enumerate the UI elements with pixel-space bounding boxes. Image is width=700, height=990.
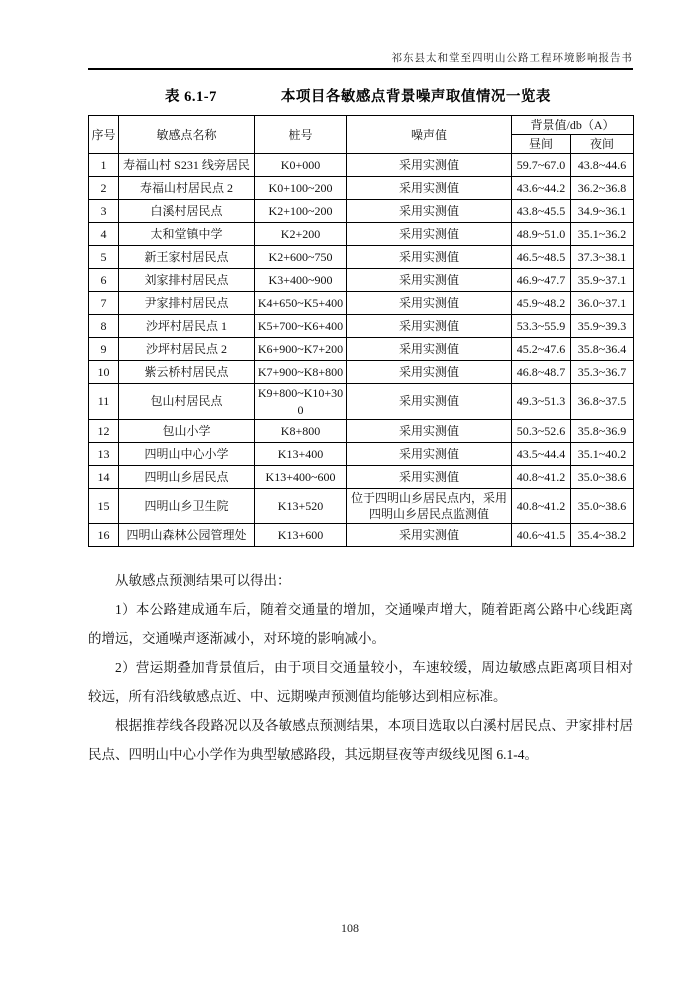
cell-pile: K0+000 (255, 154, 347, 177)
cell-name: 四明山乡卫生院 (119, 488, 255, 523)
cell-name: 新王家村居民点 (119, 246, 255, 269)
cell-pile: K9+800~K10+300 (255, 384, 347, 419)
table-row (89, 384, 634, 419)
cell-night: 35.8~36.4 (571, 338, 634, 361)
cell-name: 沙坪村居民点 2 (119, 338, 255, 361)
cell-seq: 8 (89, 315, 119, 338)
cell-night: 34.9~36.1 (571, 200, 634, 223)
table-row (89, 177, 634, 200)
cell-seq: 16 (89, 524, 119, 547)
cell-pile: K13+600 (255, 524, 347, 547)
cell-day: 43.8~45.5 (512, 200, 571, 223)
header-day: 昼间 (512, 135, 571, 154)
cell-name: 四明山中心小学 (119, 442, 255, 465)
cell-pile: K2+200 (255, 223, 347, 246)
table-row (89, 292, 634, 315)
table-caption (88, 85, 633, 106)
cell-day: 45.9~48.2 (512, 292, 571, 315)
cell-night: 36.2~36.8 (571, 177, 634, 200)
cell-pile: K2+600~750 (255, 246, 347, 269)
cell-name: 沙坪村居民点 1 (119, 315, 255, 338)
cell-name: 寿福山村 S231 线旁居民 (119, 154, 255, 177)
cell-day: 40.6~41.5 (512, 524, 571, 547)
cell-pile: K8+800 (255, 419, 347, 442)
cell-noise: 采用实测值 (347, 384, 512, 419)
cell-night: 35.9~39.3 (571, 315, 634, 338)
cell-seq: 4 (89, 223, 119, 246)
cell-day: 43.5~44.4 (512, 442, 571, 465)
paragraph: 根据推荐线各段路况以及各敏感点预测结果，本项目选取以白溪村居民点、尹家排村居民点、四明山中心小学作为典型敏感路段，其远期昼夜等声级线见图 6.1-4。 (88, 718, 633, 763)
cell-night: 35.0~38.6 (571, 465, 634, 488)
cell-noise: 采用实测值 (347, 465, 512, 488)
cell-day: 59.7~67.0 (512, 154, 571, 177)
cell-seq: 13 (89, 442, 119, 465)
cell-seq: 14 (89, 465, 119, 488)
table-row (89, 361, 634, 384)
cell-noise: 采用实测值 (347, 246, 512, 269)
cell-day: 46.9~47.7 (512, 269, 571, 292)
table-title: 本项目各敏感点背景噪声取值情况一览表 (280, 89, 551, 105)
paragraph: 2）营运期叠加背景值后，由于项目交通量较小，车速较缓，周边敏感点距离项目相对较远，所有沿线敏感点近、中、远期噪声预测值均能够达到相应标准。 (88, 660, 633, 705)
cell-seq: 9 (89, 338, 119, 361)
table-row (89, 442, 634, 465)
cell-pile: K13+520 (255, 488, 347, 523)
table-header-row-1 (89, 116, 634, 135)
cell-day: 50.3~52.6 (512, 419, 571, 442)
cell-seq: 15 (89, 488, 119, 523)
cell-noise: 采用实测值 (347, 338, 512, 361)
cell-night: 35.8~36.9 (571, 419, 634, 442)
table-row (89, 419, 634, 442)
cell-seq: 3 (89, 200, 119, 223)
header-pile: 桩号 (255, 116, 347, 154)
table-row (89, 488, 634, 523)
cell-name: 四明山乡居民点 (119, 465, 255, 488)
cell-noise: 采用实测值 (347, 269, 512, 292)
cell-noise: 采用实测值 (347, 292, 512, 315)
cell-day: 46.8~48.7 (512, 361, 571, 384)
header-name: 敏感点名称 (119, 116, 255, 154)
cell-night: 35.1~36.2 (571, 223, 634, 246)
table-row (89, 338, 634, 361)
cell-name: 包山村居民点 (119, 384, 255, 419)
cell-pile: K4+650~K5+400 (255, 292, 347, 315)
cell-name: 刘家排村居民点 (119, 269, 255, 292)
noise-values-table (88, 115, 634, 547)
cell-name: 白溪村居民点 (119, 200, 255, 223)
table-row (89, 200, 634, 223)
cell-noise: 采用实测值 (347, 524, 512, 547)
cell-noise: 采用实测值 (347, 419, 512, 442)
cell-name: 太和堂镇中学 (119, 223, 255, 246)
paragraph: 从敏感点预测结果可以得出： (115, 573, 291, 589)
cell-name: 寿福山村居民点 2 (119, 177, 255, 200)
cell-night: 37.3~38.1 (571, 246, 634, 269)
header-noise: 噪声值 (347, 116, 512, 154)
cell-day: 49.3~51.3 (512, 384, 571, 419)
cell-pile: K6+900~K7+200 (255, 338, 347, 361)
cell-noise: 采用实测值 (347, 442, 512, 465)
table-row (89, 223, 634, 246)
cell-pile: K0+100~200 (255, 177, 347, 200)
cell-pile: K13+400 (255, 442, 347, 465)
table-row (89, 269, 634, 292)
cell-night: 35.3~36.7 (571, 361, 634, 384)
header-background-group: 背景值/db（A） (512, 116, 634, 135)
cell-seq: 10 (89, 361, 119, 384)
cell-night: 35.1~40.2 (571, 442, 634, 465)
cell-day: 48.9~51.0 (512, 223, 571, 246)
header-night: 夜间 (571, 135, 634, 154)
cell-night: 35.0~38.6 (571, 488, 634, 523)
cell-day: 53.3~55.9 (512, 315, 571, 338)
table-row (89, 154, 634, 177)
cell-noise: 采用实测值 (347, 361, 512, 384)
cell-pile: K5+700~K6+400 (255, 315, 347, 338)
cell-night: 35.4~38.2 (571, 524, 634, 547)
cell-seq: 7 (89, 292, 119, 315)
cell-day: 45.2~47.6 (512, 338, 571, 361)
paragraph: 1）本公路建成通车后，随着交通量的增加，交通噪声增大，随着距离公路中心线距离的增远，交通噪声逐渐减小，对环境的影响减小。 (88, 602, 633, 647)
table-row (89, 315, 634, 338)
header-rule (88, 68, 633, 70)
cell-day: 40.8~41.2 (512, 465, 571, 488)
cell-day: 46.5~48.5 (512, 246, 571, 269)
page-number: 108 (341, 921, 359, 935)
header-seq: 序号 (89, 116, 119, 154)
cell-noise: 采用实测值 (347, 154, 512, 177)
body-text (88, 566, 633, 769)
cell-name: 紫云桥村居民点 (119, 361, 255, 384)
table-row (89, 246, 634, 269)
cell-name: 尹家排村居民点 (119, 292, 255, 315)
cell-noise: 采用实测值 (347, 200, 512, 223)
running-header: 祁东县太和堂至四明山公路工程环境影响报告书 (391, 53, 633, 64)
cell-pile: K3+400~900 (255, 269, 347, 292)
cell-night: 43.8~44.6 (571, 154, 634, 177)
table-label: 表 6.1-7 (165, 89, 217, 105)
cell-day: 40.8~41.2 (512, 488, 571, 523)
cell-day: 43.6~44.2 (512, 177, 571, 200)
cell-night: 35.9~37.1 (571, 269, 634, 292)
cell-noise: 采用实测值 (347, 315, 512, 338)
cell-pile: K2+100~200 (255, 200, 347, 223)
cell-seq: 6 (89, 269, 119, 292)
cell-noise: 采用实测值 (347, 177, 512, 200)
cell-pile: K13+400~600 (255, 465, 347, 488)
cell-night: 36.8~37.5 (571, 384, 634, 419)
cell-seq: 1 (89, 154, 119, 177)
cell-name: 包山小学 (119, 419, 255, 442)
table-row (89, 465, 634, 488)
table-row (89, 524, 634, 547)
cell-name: 四明山森林公园管理处 (119, 524, 255, 547)
table-body (89, 154, 634, 547)
cell-seq: 2 (89, 177, 119, 200)
cell-seq: 5 (89, 246, 119, 269)
cell-seq: 11 (89, 384, 119, 419)
cell-noise: 采用实测值 (347, 223, 512, 246)
cell-night: 36.0~37.1 (571, 292, 634, 315)
cell-noise: 位于四明山乡居民点内，采用四明山乡居民点监测值 (347, 488, 512, 523)
cell-seq: 12 (89, 419, 119, 442)
cell-pile: K7+900~K8+800 (255, 361, 347, 384)
